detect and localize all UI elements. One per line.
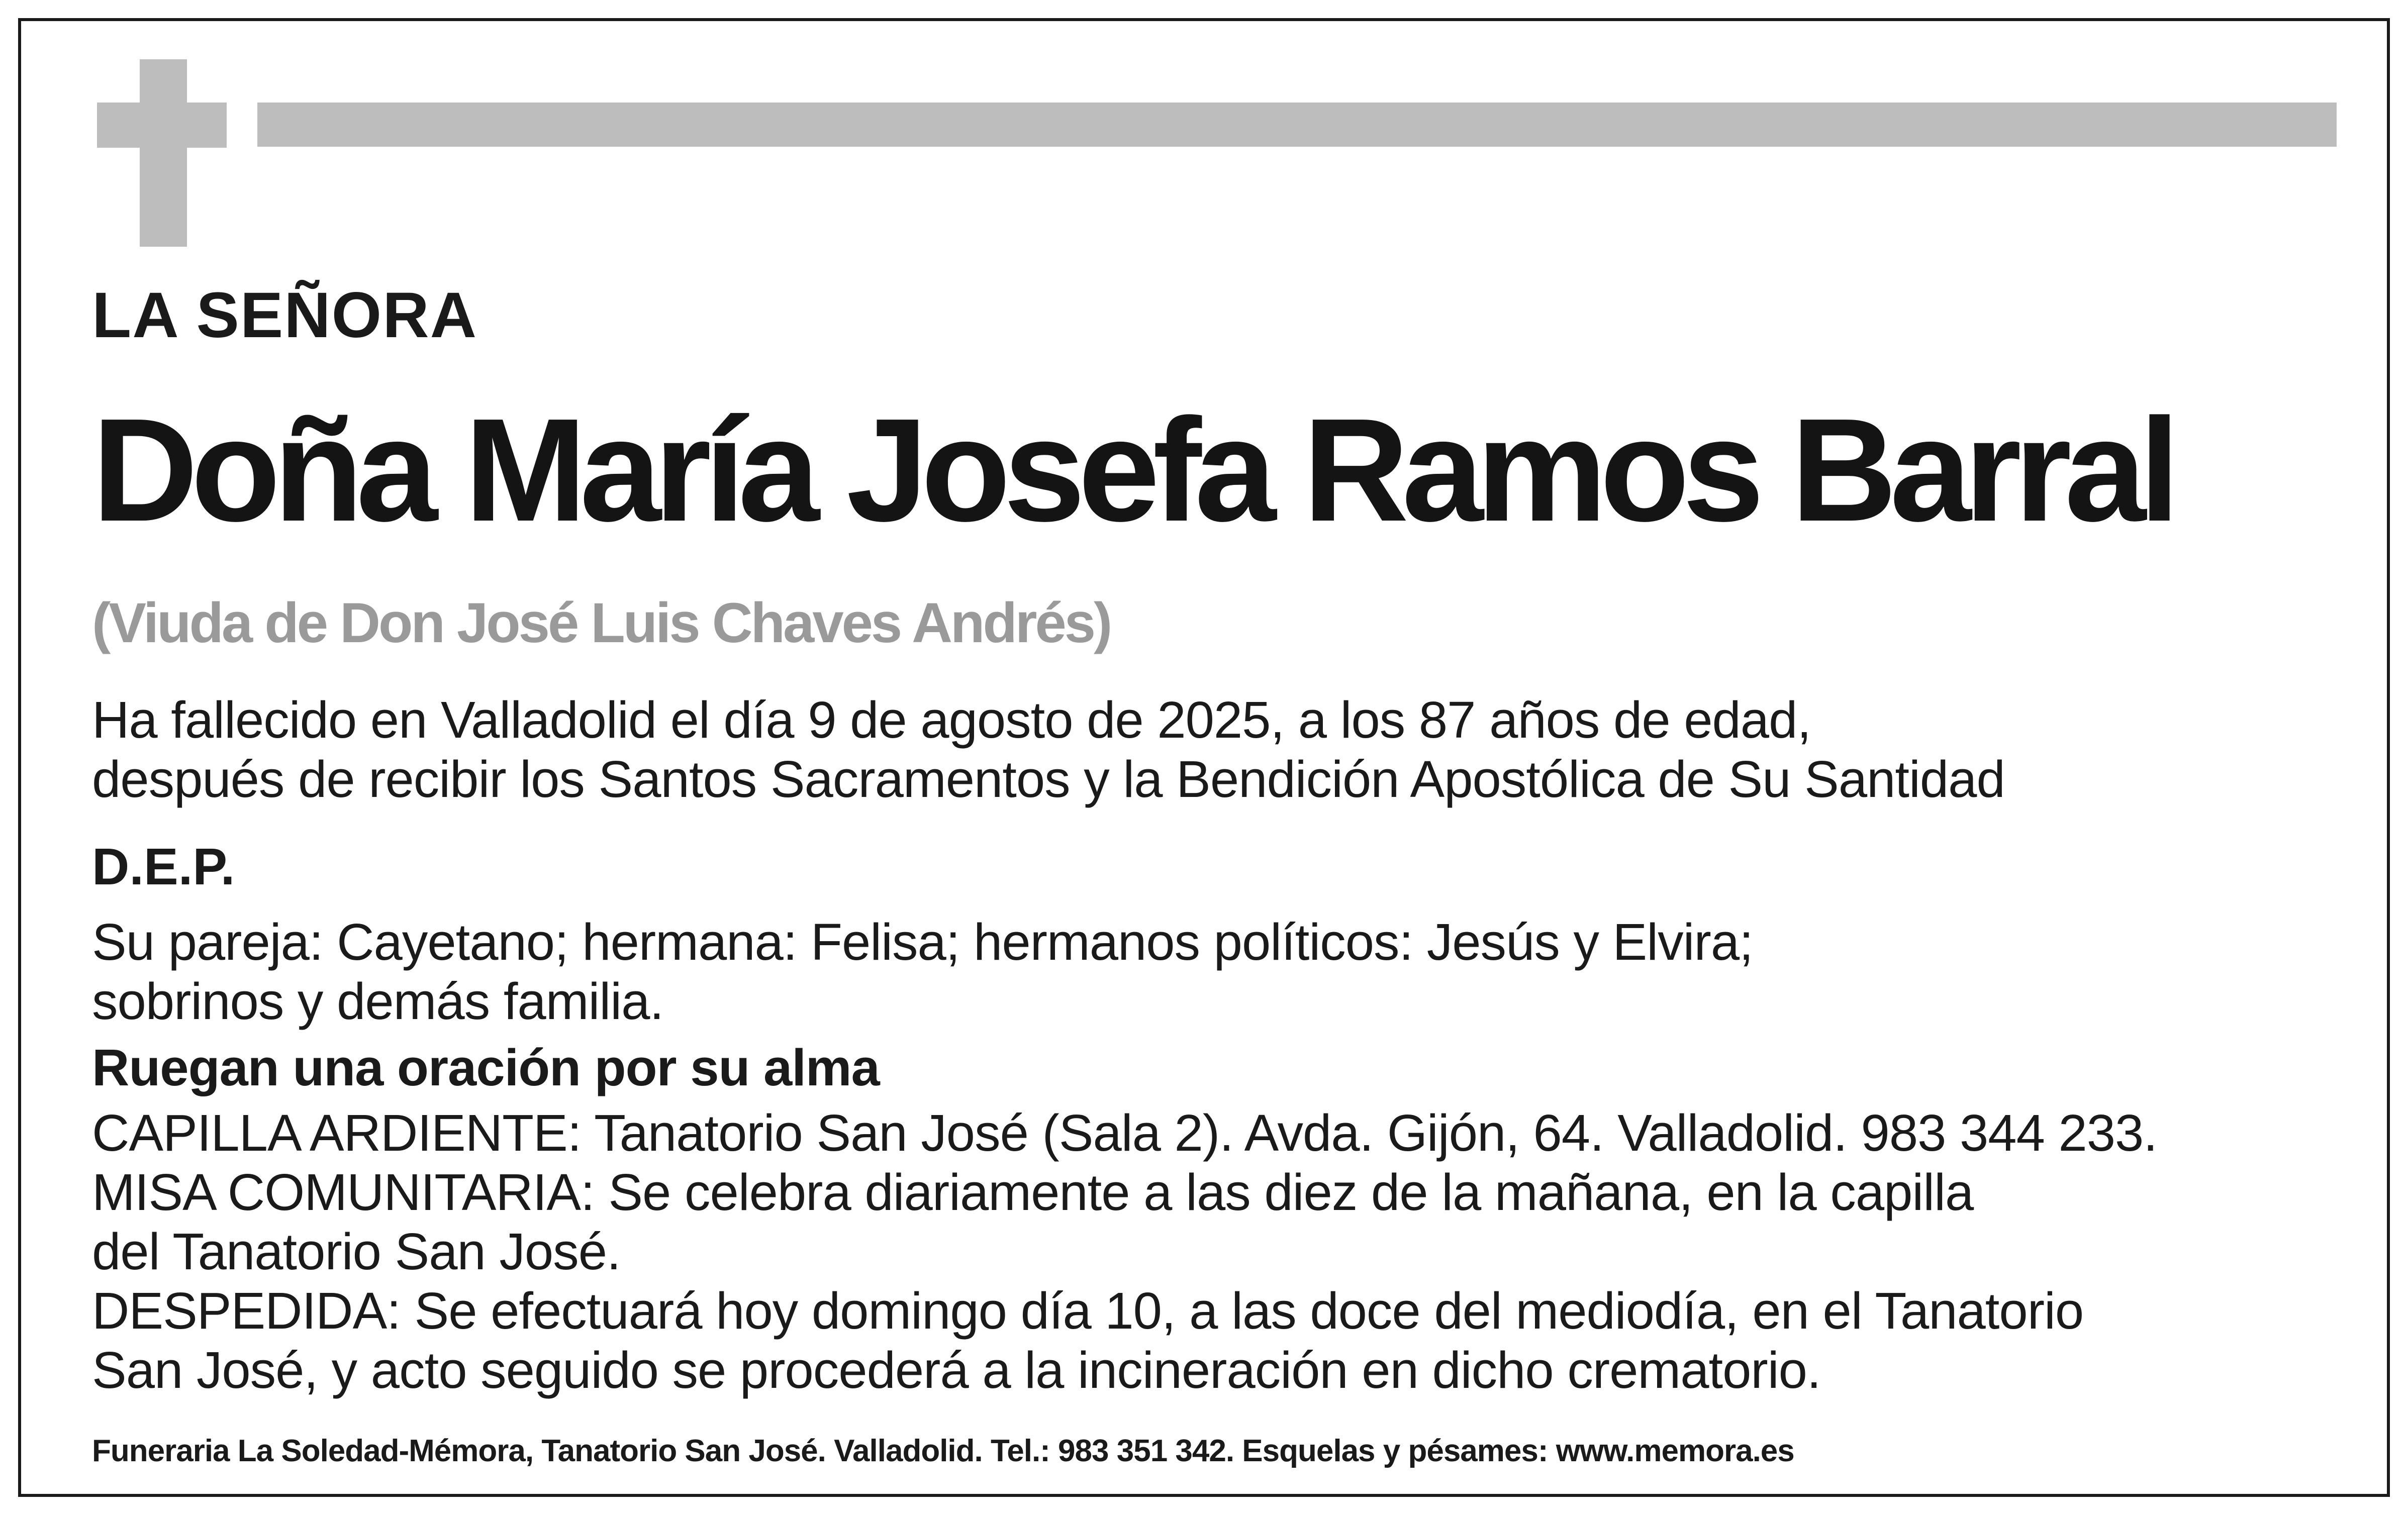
cross-icon-vertical <box>140 59 187 247</box>
family-list-line: sobrinos y demás familia. <box>92 972 664 1030</box>
service-details-line: CAPILLA ARDIENTE: Tanatorio San José (Sala 2). Avda. Gijón, 64. Valladolid. 983 344 233. <box>92 1104 2157 1162</box>
service-details <box>92 1103 2157 1400</box>
death-announcement-line: Ha fallecido en Valladolid el día 9 de agosto de 2025, a los 87 años de edad, <box>92 691 1811 749</box>
rest-in-peace: D.E.P. <box>92 838 235 895</box>
death-announcement <box>92 690 2005 809</box>
death-announcement-line: después de recibir los Santos Sacramentos y la Bendición Apostólica de Su Santidad <box>92 750 2005 808</box>
service-details-line: del Tanatorio San José. <box>92 1223 621 1280</box>
header-divider-bar <box>257 103 2337 147</box>
widow-of-line: (Viuda de Don José Luis Chaves Andrés) <box>92 591 1111 654</box>
service-details-line: San José, y acto seguido se procederá a la incineración en dicho crematorio. <box>92 1341 1821 1399</box>
family-list-line: Su pareja: Cayetano; hermana: Felisa; hermanos políticos: Jesús y Elvira; <box>92 913 1753 971</box>
honorific-heading: LA SEÑORA <box>92 279 478 351</box>
deceased-name: Doña María Josefa Ramos Barral <box>92 388 2173 552</box>
prayer-request: Ruegan una oración por su alma <box>92 1039 880 1096</box>
funeral-home-footer: Funeraria La Soledad-Mémora, Tanatorio San José. Valladolid. Tel.: 983 351 342. Esquelas y pésames: www.memora.es <box>92 1434 1794 1468</box>
cross-icon-horizontal <box>97 103 227 148</box>
service-details-line: MISA COMUNITARIA: Se celebra diariamente a las diez de la mañana, en la capilla <box>92 1163 1974 1221</box>
service-details-line: DESPEDIDA: Se efectuará hoy domingo día 10, a las doce del mediodía, en el Tanatorio <box>92 1282 2084 1340</box>
family-list <box>92 913 1753 1031</box>
